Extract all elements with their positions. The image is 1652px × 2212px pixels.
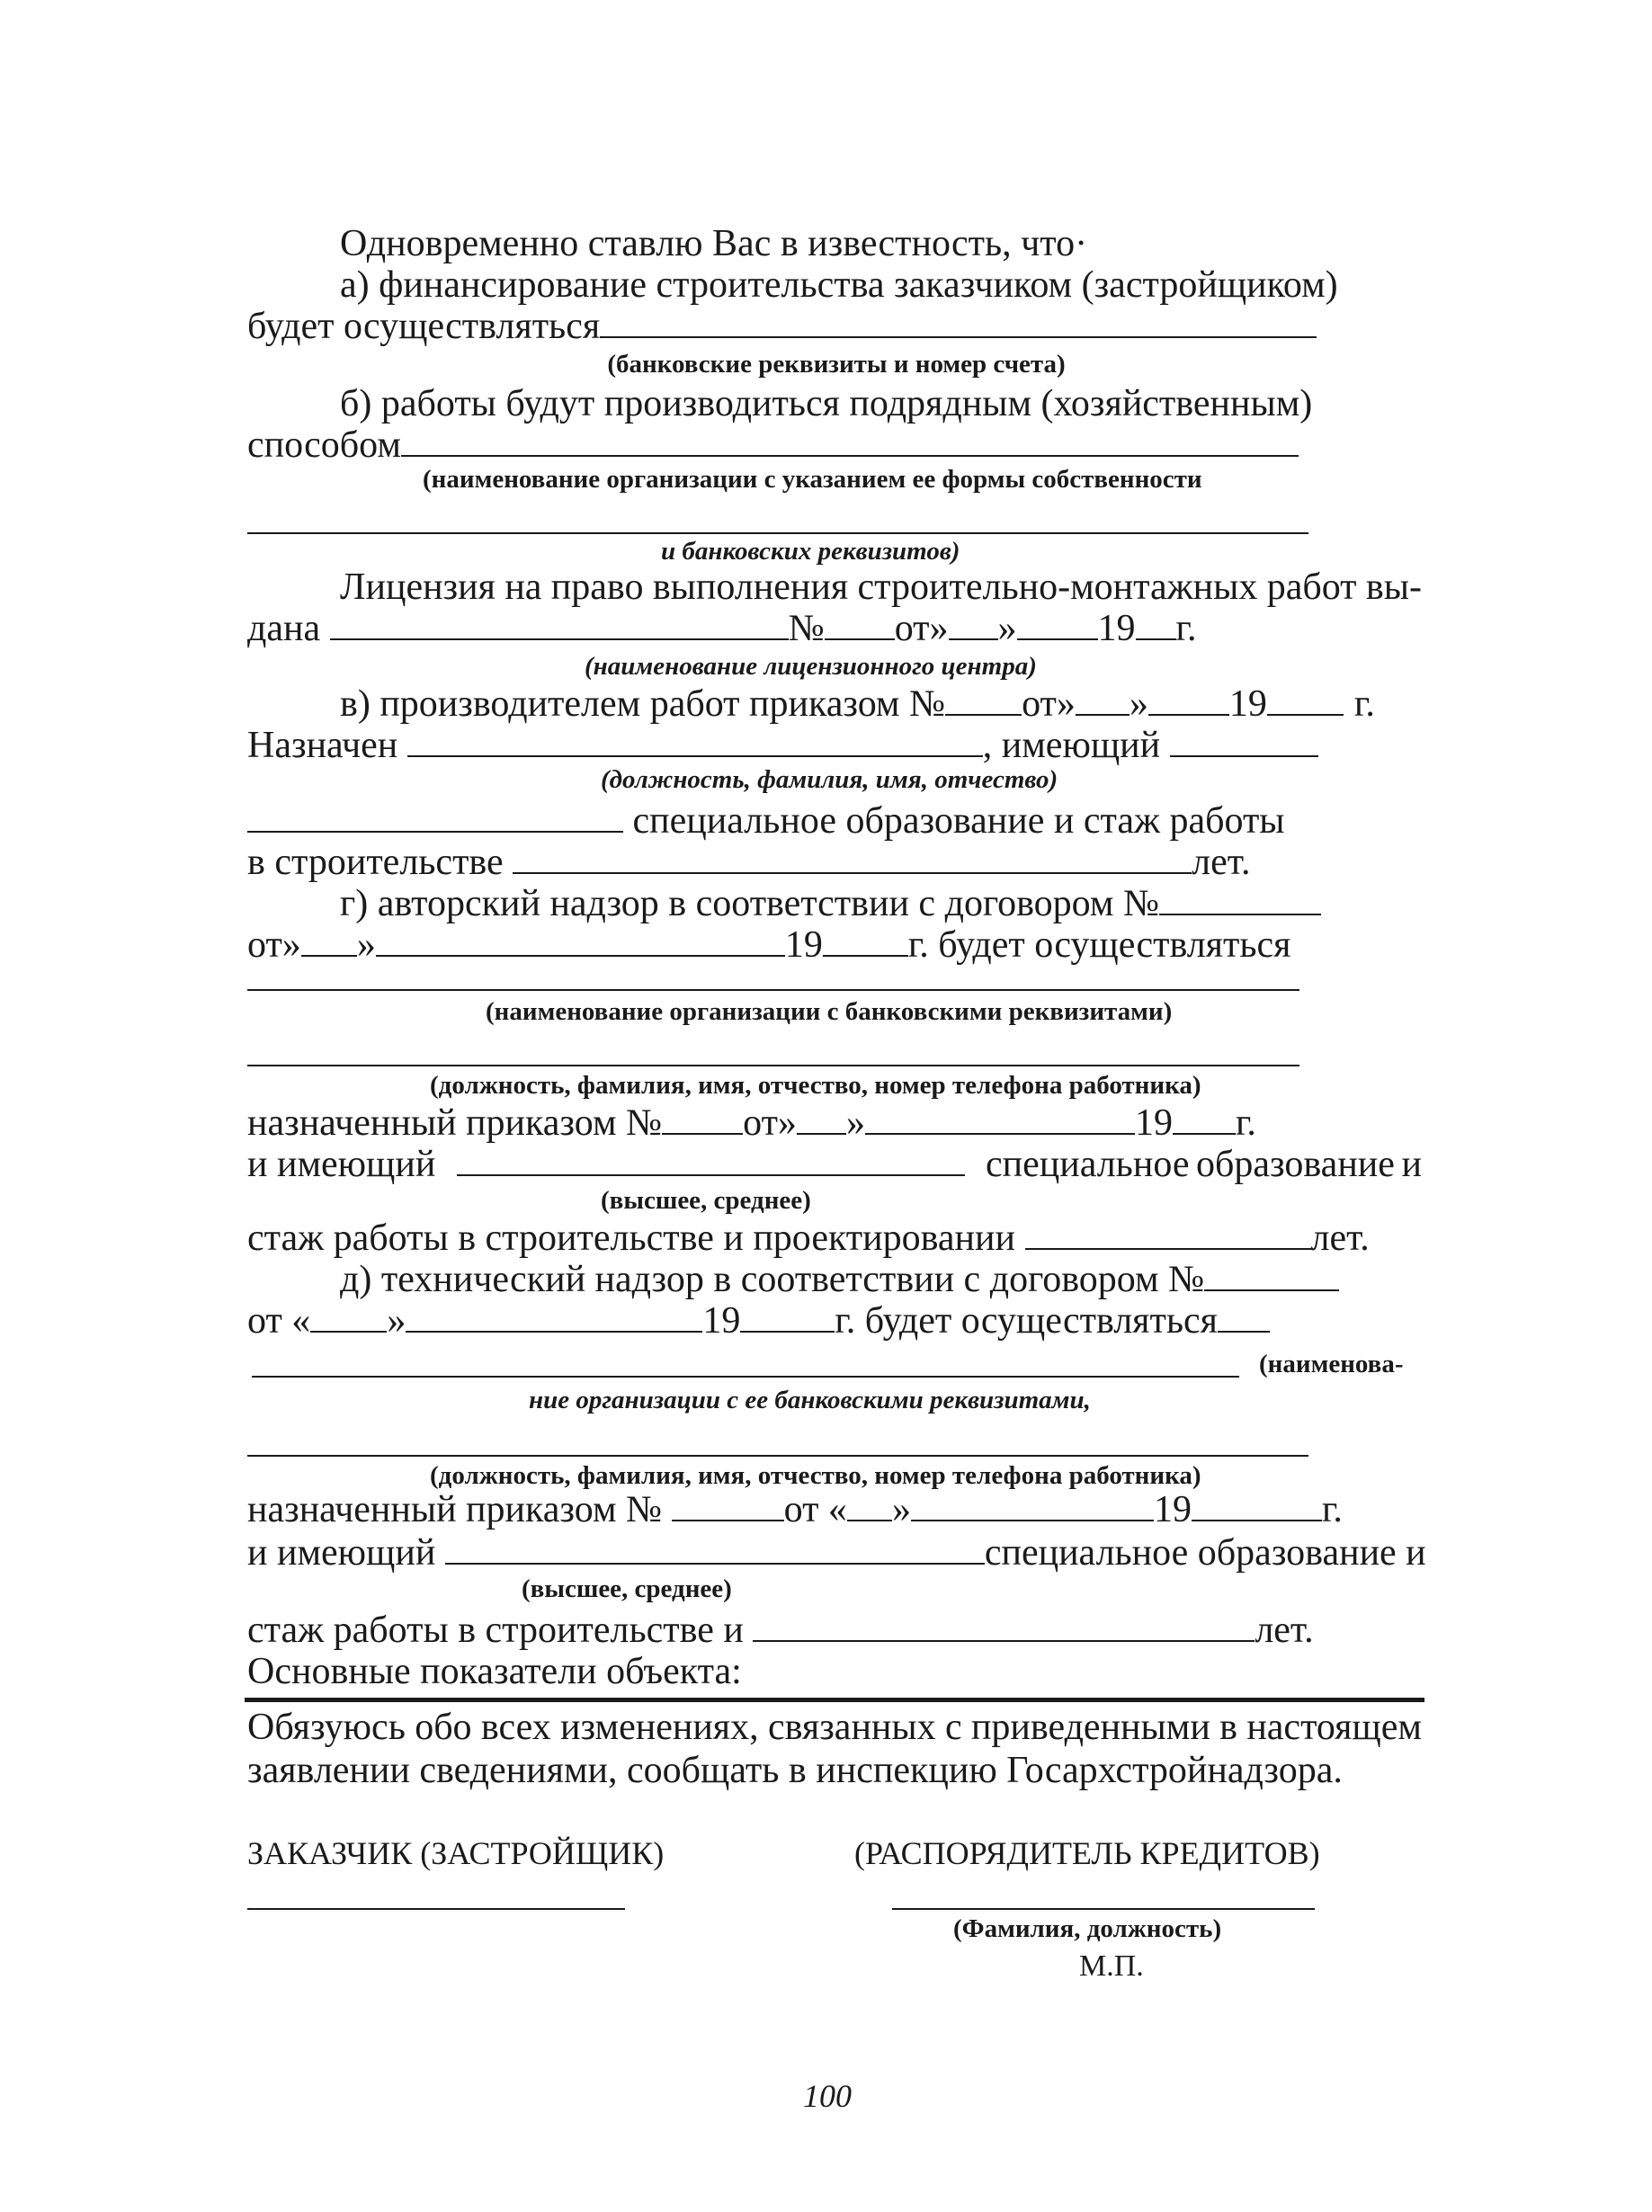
year-suffix: г. [1175, 608, 1197, 649]
year-prefix: 19 [702, 1300, 741, 1342]
date-from-label: от» [1022, 683, 1076, 725]
date-from-label: от « [247, 1300, 311, 1342]
section-d-line3 [247, 1487, 1343, 1532]
section-a-line1: а) финансирование строительства заказчиком (застройщиком) [340, 264, 1338, 306]
section-d-line1 [340, 1257, 1339, 1302]
section-b-line2 [247, 423, 1299, 468]
special-education-text: специальное образование и [986, 1144, 1422, 1185]
design-order-number-field[interactable] [662, 1101, 743, 1135]
having-label: и имеющий [247, 1144, 436, 1185]
section-g-line2 [247, 923, 1290, 968]
caption-higher-secondary: (высшее, среднее) [601, 1186, 811, 1215]
page-number: 100 [803, 2078, 852, 2114]
year-prefix: 19 [784, 924, 823, 966]
tech-supervisor-field[interactable] [247, 1455, 1308, 1457]
section-a-line2 [247, 304, 1317, 349]
tech-supervision-field[interactable] [1218, 1298, 1270, 1333]
caption-person-phone: (должность, фамилия, имя, отчество, номер телефона работника) [430, 1461, 1201, 1490]
design-supervisor-field[interactable] [247, 1065, 1299, 1066]
caption-higher-secondary: (высшее, среднее) [522, 1574, 732, 1603]
quote-close: » [845, 1102, 865, 1144]
credit-manager-signature-field[interactable] [892, 1908, 1315, 1910]
having-label: , имеющий [982, 725, 1161, 766]
section-g-line4 [247, 1142, 1422, 1187]
tech-order-month-field[interactable] [911, 1487, 1154, 1521]
will-be-exercised-label: г. будет осуществляться [907, 924, 1291, 966]
order-number-field[interactable] [945, 682, 1022, 716]
design-experience-years-field[interactable] [1025, 1216, 1311, 1250]
will-be-exercised-label: г. будет осуществляться [835, 1300, 1218, 1342]
license-line2 [247, 606, 1197, 651]
section-g-line3 [247, 1101, 1256, 1146]
order-day-field[interactable] [1076, 682, 1130, 716]
tech-contract-number-field[interactable] [1204, 1257, 1339, 1291]
education-field[interactable] [247, 798, 623, 833]
pledge-line1: Обязуюсь обо всех изменениях, связанных с приведенными в настоящем [247, 1707, 1422, 1748]
caption-name-position: (Фамилия, должность) [953, 1914, 1222, 1943]
section-a-label: будет осуществляться [247, 306, 601, 347]
quote-close: » [1129, 683, 1148, 725]
year-suffix: г. [1353, 683, 1375, 725]
years-label: лет. [1255, 1610, 1314, 1651]
tech-experience-label: стаж работы в строительстве и [247, 1610, 744, 1651]
design-order-month-field[interactable] [865, 1101, 1135, 1135]
design-education-field[interactable] [457, 1142, 965, 1176]
section-g-label: г) авторский надзор в соответствии с договором № [340, 883, 1160, 924]
year-suffix: г. [1235, 1102, 1256, 1144]
appointed-by-order-label: назначенный приказом № [247, 1489, 663, 1530]
quote-close: » [997, 608, 1017, 649]
section-v-label: в) производителем работ приказом № [340, 683, 946, 725]
year-prefix: 19 [1097, 608, 1136, 649]
year-prefix: 19 [1134, 1102, 1173, 1144]
years-label: лет. [1310, 1217, 1370, 1259]
tech-order-day-field[interactable] [847, 1487, 892, 1521]
appointed-by-order-label: назначенный приказом № [247, 1102, 663, 1144]
education-text: специальное образование и стаж работы [632, 800, 1285, 842]
section-v-line1 [340, 682, 1375, 727]
tech-contract-year-field[interactable] [740, 1298, 835, 1333]
year-suffix: г. [1321, 1489, 1343, 1530]
section-v-line4 [247, 840, 1250, 885]
license-month-field[interactable] [1017, 606, 1098, 640]
tech-experience-years-field[interactable] [753, 1608, 1255, 1642]
date-from-label: от» [247, 924, 301, 966]
design-contract-year-field[interactable] [823, 923, 908, 957]
object-indicators-label: Основные показатели объекта: [247, 1651, 742, 1692]
date-from-label: от» [894, 608, 949, 649]
quote-close: » [387, 1300, 406, 1342]
license-day-field[interactable] [949, 606, 998, 640]
stamp-label: М.П. [1079, 1949, 1144, 1983]
design-contract-number-field[interactable] [1159, 881, 1321, 915]
quote-close: » [356, 924, 376, 966]
contractor-details-field[interactable] [247, 532, 1308, 534]
caption-person-phone: (должность, фамилия, имя, отчество, номер телефона работника) [430, 1071, 1201, 1100]
having-label: и имеющий [247, 1532, 436, 1574]
section-v-line2 [247, 723, 1318, 768]
date-from-label: от» [743, 1102, 797, 1144]
number-sign: № [788, 608, 825, 649]
license-year-field[interactable] [1136, 606, 1176, 640]
appointed-label: Назначен [247, 725, 398, 766]
design-experience-label: стаж работы в строительстве и проектировании [247, 1217, 1015, 1259]
section-b-line1: б) работы будут производиться подрядным (хозяйственным) [340, 383, 1313, 424]
design-supervision-org-field[interactable] [247, 989, 1299, 991]
design-order-day-field[interactable] [797, 1101, 846, 1135]
works-manager-field[interactable] [407, 723, 983, 757]
section-d-label: д) технический надзор в соответствии с договором № [340, 1259, 1205, 1300]
caption-organization: (наименование организации с указанием ее формы собственности [423, 465, 1202, 494]
education-level-field[interactable] [1170, 723, 1318, 757]
caption-bank-details: (банковские реквизиты и номер счета) [607, 350, 1066, 379]
order-year-field[interactable] [1267, 682, 1344, 716]
contractor-name-field[interactable] [401, 423, 1299, 457]
section-g-line1 [340, 881, 1321, 926]
year-prefix: 19 [1228, 683, 1267, 725]
customer-signature-field[interactable] [247, 1908, 625, 1910]
tech-order-year-field[interactable] [1192, 1487, 1322, 1521]
tech-order-number-field[interactable] [672, 1487, 784, 1521]
section-b-label: способом [247, 424, 401, 466]
order-month-field[interactable] [1148, 682, 1229, 716]
year-prefix: 19 [1153, 1489, 1192, 1530]
caption-position-name: (должность, фамилия, имя, отчество) [601, 765, 1058, 794]
tech-contract-day-field[interactable] [310, 1298, 387, 1333]
license-issuer-field[interactable] [330, 606, 789, 640]
caption-bank-requisites: и банковских реквизитов) [661, 537, 960, 566]
construction-experience-label: в строительстве [247, 842, 504, 883]
license-label: дана [247, 608, 321, 649]
tech-contract-month-field[interactable] [406, 1298, 702, 1333]
caption-name-tail: (наименова- [1259, 1350, 1404, 1378]
date-from-label: от « [783, 1489, 847, 1530]
caption-license-center: (наименование лицензионного центра) [585, 652, 1037, 681]
pledge-line2: заявлении сведениями, сообщать в инспекцию Госархстройнадзора. [247, 1750, 1343, 1791]
intro-line: Одновременно ставлю Вас в известность, что· [340, 223, 1088, 264]
license-line1: Лицензия на право выполнения строительно-монтажных работ вы- [340, 566, 1422, 608]
caption-org-bank: ние организации с ее банковскими реквизитами, [529, 1386, 1091, 1414]
bank-details-field[interactable] [600, 304, 1317, 338]
tech-education-field[interactable] [445, 1530, 985, 1565]
years-label: лет. [1192, 842, 1251, 883]
design-contract-month-field[interactable] [376, 923, 785, 957]
design-contract-day-field[interactable] [301, 923, 357, 957]
section-g-line5 [247, 1216, 1370, 1261]
special-education-text: специальное образование и [984, 1532, 1426, 1574]
caption-org-with-bank: (наименование организации с банковскими реквизитами) [486, 997, 1173, 1026]
experience-years-field[interactable] [513, 840, 1192, 874]
section-d-line5 [247, 1608, 1314, 1653]
quote-close: » [891, 1489, 911, 1530]
credit-manager-label: (РАСПОРЯДИТЕЛЬ КРЕДИТОВ) [854, 1835, 1320, 1871]
design-order-year-field[interactable] [1173, 1101, 1236, 1135]
section-d-line2 [247, 1298, 1270, 1343]
section-v-line3 [247, 798, 1285, 843]
tech-supervision-org-field[interactable] [252, 1376, 1239, 1378]
section-d-line4 [247, 1530, 1426, 1575]
license-number-field[interactable] [825, 606, 895, 640]
customer-label: ЗАКАЗЧИК (ЗАСТРОЙЩИК) [247, 1835, 665, 1871]
indicators-divider [245, 1698, 1424, 1702]
